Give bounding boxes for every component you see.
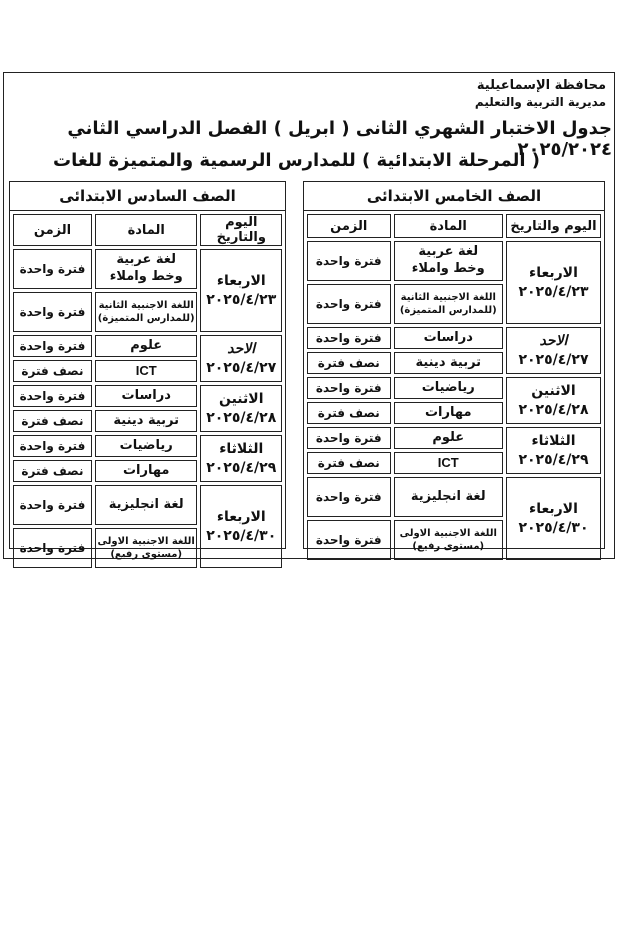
day-date-cell bbox=[506, 427, 601, 474]
day-date-cell bbox=[200, 435, 282, 482]
table-row bbox=[13, 335, 282, 357]
subject-cell: اللغة الاجنبية الثانية (للمدارس المتميزة) bbox=[394, 284, 503, 324]
col-time: الزمن bbox=[307, 214, 391, 238]
day-date-cell bbox=[506, 241, 601, 324]
grade5-title: الصف الخامس الابتدائى bbox=[304, 182, 604, 211]
exam-date: ٢٠٢٥/٤/٢٣ bbox=[518, 283, 589, 300]
time-cell: فترة واحدة bbox=[307, 241, 391, 281]
day-name: الاربعاء bbox=[216, 508, 266, 525]
schedule-title: جدول الاختبار الشهري الثانى ( ابريل ) الفصل الدراسي الثاني ٢٠٢٥/٢٠٢٤ bbox=[67, 118, 612, 160]
col-day-date: اليوم والتاريخ bbox=[506, 214, 601, 238]
subject-cell: تربية دينية bbox=[394, 352, 503, 374]
table-row bbox=[13, 435, 282, 457]
time-cell: فترة واحدة bbox=[13, 292, 92, 332]
exam-date: ٢٠٢٥/٤/٣٠ bbox=[518, 519, 589, 536]
day-name: الاحد bbox=[539, 332, 568, 349]
subject-cell: ICT bbox=[95, 360, 198, 382]
grade5-schedule bbox=[304, 211, 604, 563]
subject-cell: تربية دينية bbox=[95, 410, 198, 432]
grade5-table bbox=[303, 181, 605, 552]
exam-date: ٢٠٢٥/٤/٢٧ bbox=[518, 351, 589, 368]
col-subject: المادة bbox=[394, 214, 503, 238]
subject-cell: دراسات bbox=[95, 385, 198, 407]
subject-cell: اللغة الاجنبية الثانية (للمدارس المتميزة) bbox=[95, 292, 198, 332]
directorate-label: مديرية التربية والتعليم bbox=[474, 95, 606, 109]
grade6-schedule bbox=[10, 211, 285, 571]
subject-cell: لغة عربية وخط واملاء bbox=[95, 249, 198, 289]
schedule-subtitle: ( المرحلة الابتدائية ) للمدارس الرسمية والمتميزة للغات bbox=[52, 150, 540, 171]
time-cell: نصف فترة bbox=[13, 460, 92, 482]
exam-date: ٢٠٢٥/٤/٢٣ bbox=[206, 291, 277, 308]
time-cell: فترة واحدة bbox=[13, 385, 92, 407]
table-row bbox=[13, 249, 282, 289]
day-date-cell bbox=[506, 327, 601, 374]
table-row bbox=[13, 385, 282, 407]
table-row bbox=[307, 377, 601, 399]
day-name: الثلاثاء bbox=[219, 440, 264, 457]
subject-cell: مهارات bbox=[394, 402, 503, 424]
day-date-cell bbox=[506, 377, 601, 424]
subject-cell: لغة عربية وخط واملاء bbox=[394, 241, 503, 281]
table-row bbox=[307, 427, 601, 449]
exam-date: ٢٠٢٥/٤/٢٨ bbox=[518, 401, 589, 418]
subject-cell: دراسات bbox=[394, 327, 503, 349]
subject-cell: لغة انجليزية bbox=[394, 477, 503, 517]
day-name: الاثنين bbox=[531, 382, 576, 399]
time-cell: نصف فترة bbox=[307, 402, 391, 424]
exam-date: ٢٠٢٥/٤/٢٩ bbox=[206, 459, 277, 476]
subject-cell: اللغة الاجنبية الاولى (مستوى رفيع) bbox=[394, 520, 503, 560]
time-cell: فترة واحدة bbox=[307, 520, 391, 560]
table-row bbox=[307, 327, 601, 349]
time-cell: نصف فترة bbox=[13, 360, 92, 382]
subject-cell: ICT bbox=[394, 452, 503, 474]
day-date-cell bbox=[200, 335, 282, 382]
time-cell: فترة واحدة bbox=[13, 249, 92, 289]
day-name: الاربعاء bbox=[529, 500, 578, 517]
time-cell: فترة واحدة bbox=[13, 485, 92, 525]
time-cell: فترة واحدة bbox=[307, 477, 391, 517]
col-time: الزمن bbox=[13, 214, 92, 246]
day-date-cell bbox=[200, 249, 282, 332]
time-cell: فترة واحدة bbox=[307, 377, 391, 399]
day-name: الاربعاء bbox=[529, 264, 578, 281]
day-date-cell bbox=[200, 385, 282, 432]
subject-cell: مهارات bbox=[95, 460, 198, 482]
exam-date: ٢٠٢٥/٤/٢٨ bbox=[206, 409, 277, 426]
exam-date: ٢٠٢٥/٤/٢٩ bbox=[518, 451, 589, 468]
table-row bbox=[307, 477, 601, 517]
subject-cell: رياضيات bbox=[394, 377, 503, 399]
day-date-cell bbox=[506, 477, 601, 560]
time-cell: نصف فترة bbox=[307, 352, 391, 374]
day-date-cell bbox=[200, 485, 282, 568]
time-cell: فترة واحدة bbox=[13, 528, 92, 568]
day-name: الثلاثاء bbox=[531, 432, 576, 449]
day-name: الاحد bbox=[227, 340, 256, 357]
grade6-table bbox=[9, 181, 286, 560]
exam-date: ٢٠٢٥/٤/٢٧ bbox=[206, 359, 277, 376]
time-cell: نصف فترة bbox=[307, 452, 391, 474]
exam-date: ٢٠٢٥/٤/٣٠ bbox=[206, 527, 277, 544]
time-cell: فترة واحدة bbox=[307, 427, 391, 449]
subject-cell: رياضيات bbox=[95, 435, 198, 457]
time-cell: نصف فترة bbox=[13, 410, 92, 432]
subject-cell: علوم bbox=[95, 335, 198, 357]
table-row bbox=[307, 241, 601, 281]
col-day-date: اليوم والتاريخ bbox=[200, 214, 282, 246]
day-name: الاثنين bbox=[218, 390, 264, 407]
subject-cell: اللغة الاجنبية الاولى (مستوى رفيع) bbox=[95, 528, 198, 568]
time-cell: فترة واحدة bbox=[13, 435, 92, 457]
table-row bbox=[13, 485, 282, 525]
day-name: الاربعاء bbox=[216, 272, 266, 289]
time-cell: فترة واحدة bbox=[13, 335, 92, 357]
time-cell: فترة واحدة bbox=[307, 284, 391, 324]
governorate-label: محافظة الإسماعيلية bbox=[476, 78, 606, 93]
col-subject: المادة bbox=[95, 214, 198, 246]
time-cell: فترة واحدة bbox=[307, 327, 391, 349]
subject-cell: علوم bbox=[394, 427, 503, 449]
subject-cell: لغة انجليزية bbox=[95, 485, 198, 525]
grade6-title: الصف السادس الابتدائى bbox=[10, 182, 285, 211]
